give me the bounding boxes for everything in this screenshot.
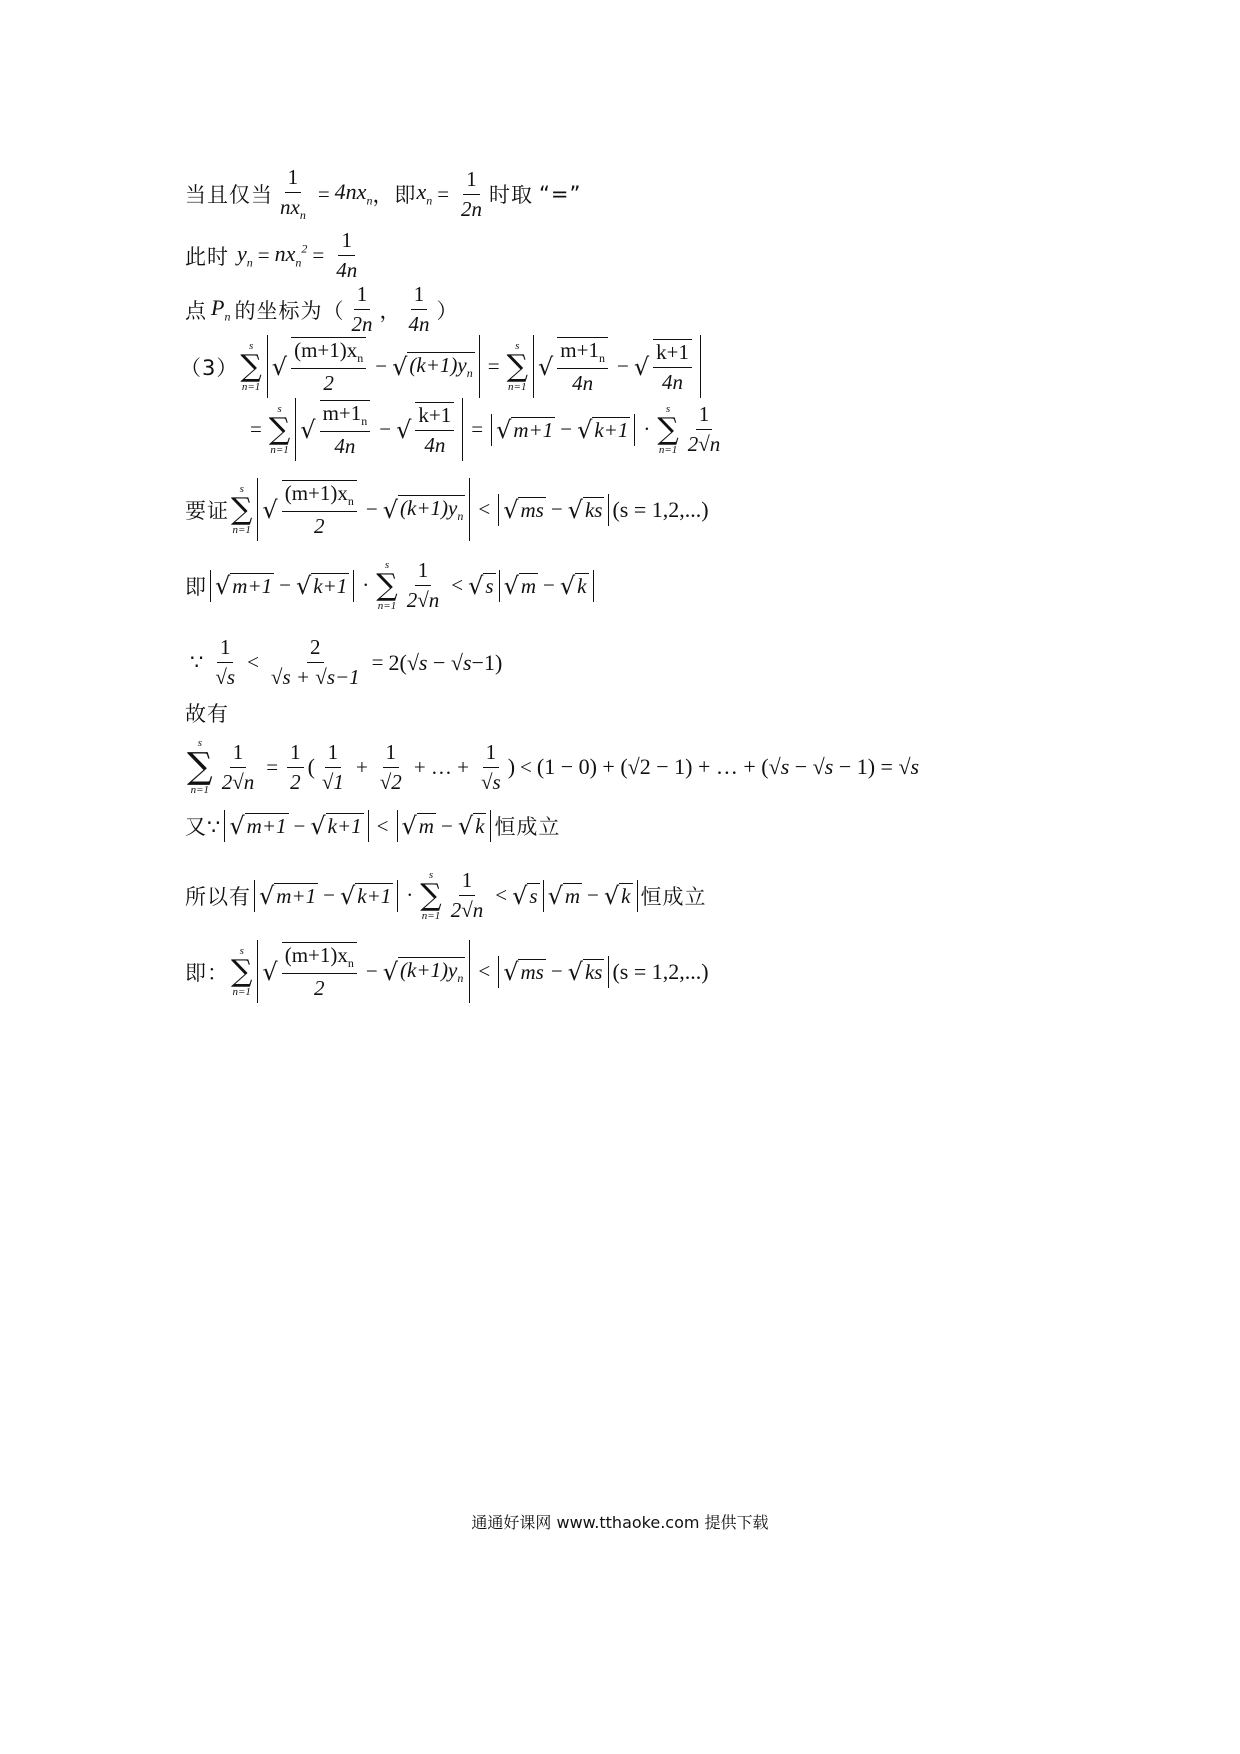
line-to-prove: 要证 s ∑ n=1 √ $\frac{(m+1)x_n}{2}$ − √ $(k+1)y_n$ < √ ms − √ ks (s = 1,2,...) [185, 478, 709, 541]
fraction-1-over-nxn: $\frac{1}{nx_n}$ [280, 165, 306, 223]
text-s-range-2: (s = 1,2,...) [612, 958, 709, 984]
text-part-3-label: （3） [180, 355, 239, 380]
text-gu-you: 故有 [185, 702, 229, 726]
line-sum-inequality: s ∑ n=1 $\frac{1}{2√n}$ = $\frac{1}{2}$ ( $\frac{1}{√1}$ + $\frac{1}{√2}$ + … + $\frac{1}{√s}$ ) < (1 − 0) + (√2 − 1) + … + (√s − √s − 1) = √s [187, 737, 920, 796]
text-heng-cheng-li-2: 恒成立 [640, 884, 707, 909]
line-part-3: （3） s ∑ n=1 √ $\frac{(m+1)x_n}{2}$ − √ $(k+1)y_n$ = s ∑ n=1 √ $\frac{m+1_n}{4n}$ − √ $\frac{k+1}{4n}$ [180, 335, 704, 398]
line-point-coordinates: 点 $P_n$ 的坐标为（ $\frac{1}{2n}$ ， $\frac{1}{4n}$ ） [185, 282, 459, 336]
line-because: ∵ $\frac{1}{√s}$ < $\frac{2}{√s + √s-1}$ = 2(√s − √s−1) [190, 635, 503, 689]
page-footer: 通通好课网 www.tthaoke.com 提供下载 [471, 1513, 769, 1532]
text-ji-colon: 即： [185, 960, 229, 985]
line-equality-condition: 当且仅当 $\frac{1}{nx_n}$ = $4nx_n$ ，即 $x_n$ = $\frac{1}{2n}$ 时取 “=” [185, 165, 582, 223]
text-equal-quote: “=” [539, 182, 582, 207]
text-suo-yi-you: 所以有 [185, 884, 251, 909]
line-conclusion: 即： s ∑ n=1 √ $\frac{(m+1)x_n}{2}$ − √ $(k+1)y_n$ < √ ms − √ ks (s = 1,2,...) [185, 940, 709, 1003]
line-also-because: 又∵ √ m+1 − √ k+1 < √ m − √ k 恒成立 [185, 812, 561, 840]
text-de-zuo-biao-wei: 的坐标为（ [234, 298, 345, 323]
text-heng-cheng-li: 恒成立 [494, 815, 561, 839]
text-comma: ， [379, 298, 402, 323]
line-equivalent: 即 √ m+1 − √ k+1 · s ∑ n=1 $\frac{1}{2√n}$ < √ s √ m − √ k [185, 558, 597, 613]
line-yn-value: 此时 $y_n$ = $nx_n^2$ = $\frac{1}{4n}$ [185, 228, 364, 283]
text-shi-qu: 时取 [489, 183, 534, 208]
line-gu-you [185, 698, 229, 728]
text-close-paren: ） [436, 298, 459, 323]
text-ji: ，即 [372, 183, 417, 208]
line-part-3-continued: = s ∑ n=1 √ $\frac{m+1_n}{4n}$ − √ $\frac{k+1}{4n}$ = √ m+1 − √ k+1 · s ∑ n=1 $\frac{1}{2√n}$ [245, 398, 727, 461]
text-dang-qie-jin-dang: 当且仅当 [185, 183, 273, 208]
text-s-range: (s = 1,2,...) [612, 496, 709, 522]
text-you-because: 又∵ [185, 815, 222, 839]
text-ji-2: 即 [185, 574, 207, 599]
fraction-1-over-4n: $\frac{1}{4n}$ [336, 228, 358, 282]
text-ci-shi: 此时 [185, 244, 229, 269]
fraction-1-over-2n: $\frac{1}{2n}$ [461, 166, 483, 221]
text-yao-zheng: 要证 [185, 498, 229, 523]
text-dian: 点 [185, 298, 207, 323]
line-therefore: 所以有 √ m+1 − √ k+1 · s ∑ n=1 $\frac{1}{2√n}$ < √ s √ m − √ k 恒成立 [185, 868, 707, 922]
